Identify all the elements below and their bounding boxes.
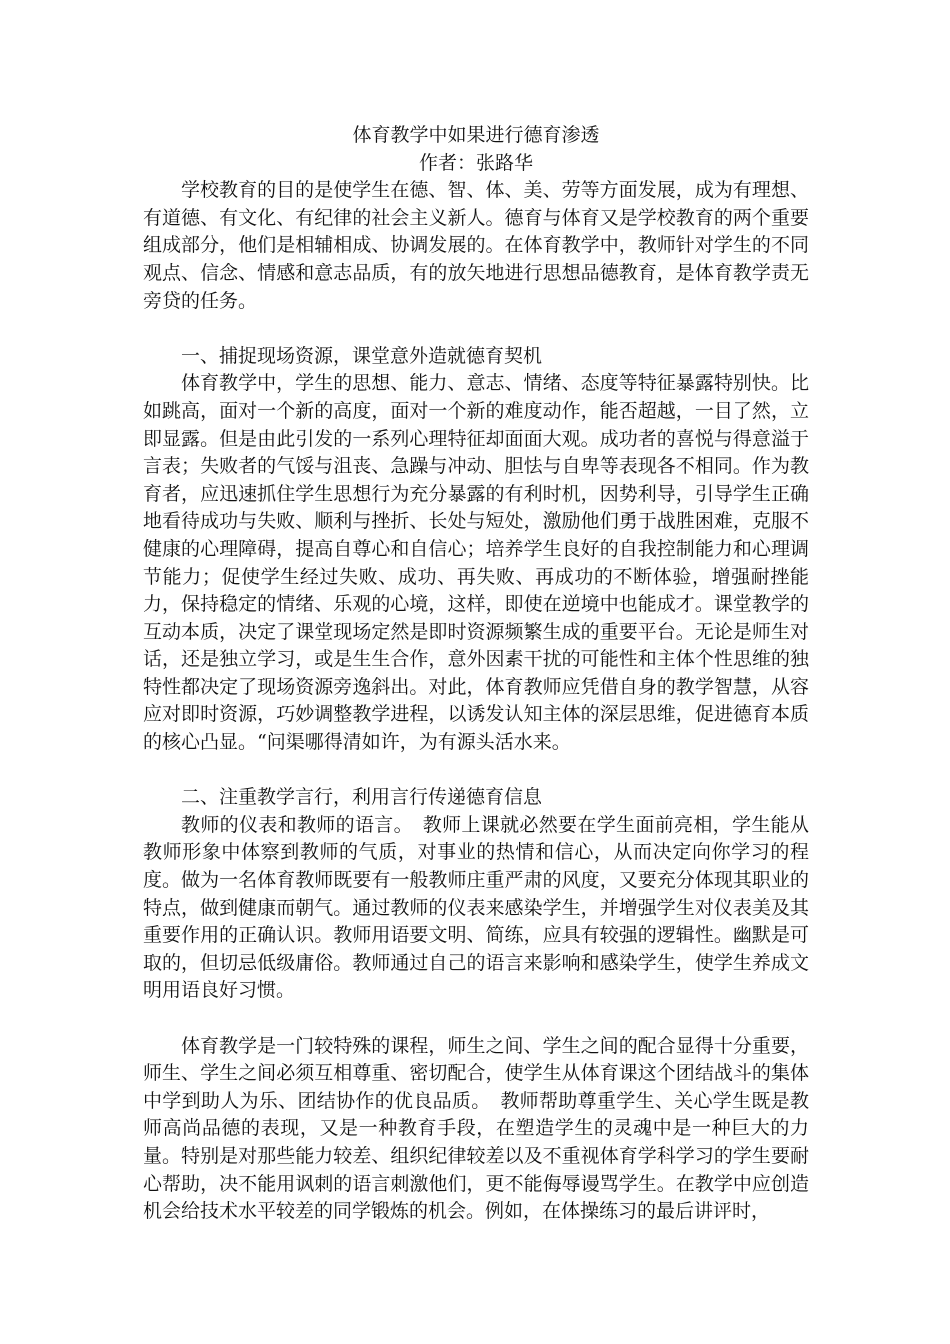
section1-heading: 一、捕捉现场资源，课堂意外造就德育契机 (181, 344, 543, 367)
section2-paragraph: 教师的仪表和教师的语言。 教师上课就必然要在学生面前亮相，学生能从教师形象中体察到教师的气质，对事业的热情和信心，从而决定向你学习的程度。做为一名体育教师既要有一般教师庄重严肃的风度，又要充分体现其职业的特点，做到健康而朝气。通过教师的仪表来感染学生，并增强学生对仪表美及其重要作用的正确认识。教师用语要文明、简练，应具有较强的逻辑性。幽默是可取的，但切忌低级庸俗。教师通过自己的语言来影响和感染学生，使学生养成文明用语良好习惯。 (143, 813, 809, 1002)
blank-line (143, 315, 809, 343)
section1-paragraph: 体育教学中，学生的思想、能力、意志、情绪、态度等特征暴露特别快。比如跳高，面对一个新的高度，面对一个新的难度动作，能否超越，一目了然，立即显露。但是由此引发的一系列心理特征却面面大观。成功者的喜悦与得意溢于言表；失败者的气馁与沮丧、急躁与冲动、胆怯与自卑等表现各不相同。作为教育者，应迅速抓住学生思想行为充分暴露的有利时机，因势利导，引导学生正确地看待成功与失败、顺利与挫折、长处与短处，激励他们勇于战胜困难，克服不健康的心理障碍，提高自尊心和自信心；培养学生良好的自我控制能力和心理调节能力；促使学生经过失败、成功、再失败、再成功的不断体验，增强耐挫能力，保持稳定的情绪、乐观的心境，这样，即使在逆境中也能成才。课堂教学的互动本质，决定了课堂现场定然是即时资源频繁生成的重要平台。无论是师生对话，还是独立学习，或是生生合作，意外因素干扰的可能性和主体个性思维的独特性都决定了现场资源旁逸斜出。对此，体育教师应凭借自身的教学智慧，从容应对即时资源，巧妙调整教学进程，以诱发认知主体的深层思维，促进德育本质的核心凸显。“问渠哪得清如许，为有源头活水来。 (143, 372, 809, 754)
section2-heading: 二、注重教学言行，利用言行传递德育信息 (181, 786, 543, 809)
fourth-paragraph: 体育教学是一门较特殊的课程，师生之间、学生之间的配合显得十分重要，师生、学生之间必须互相尊重、密切配合，使学生从体育课这个团结战斗的集体中学到助人为乐、团结协作的优良品质。 教师帮助尊重学生、关心学生既是教师高尚品德的表现，又是一种教育手段，在塑造学生的灵魂中是一种巨大的力量。特别是对那些能力较差、组织纪律较差以及不重视体育学科学习的学生要耐心帮助，决不能用讽刺的语言刺激他们，更不能侮辱谩骂学生。在教学中应创造机会给技术水平较差的同学锻炼的机会。例如，在体操练习的最后讲评时， (143, 1034, 809, 1223)
document-author: 作者：张路华 (418, 151, 533, 174)
blank-line (143, 757, 809, 785)
blank-line (143, 1005, 809, 1033)
intro-paragraph: 学校教育的目的是使学生在德、智、体、美、劳等方面发展，成为有理想、有道德、有文化、有纪律的社会主义新人。德育与体育又是学校教育的两个重要组成部分，他们是相辅相成、协调发展的。在体育教学中，教师针对学生的不同观点、信念、情感和意志品质，有的放矢地进行思想品德教育，是体育教学责无旁贷的任务。 (143, 179, 809, 312)
document-title: 体育教学中如果进行德育渗透 (352, 124, 600, 146)
document-page (143, 122, 809, 1226)
